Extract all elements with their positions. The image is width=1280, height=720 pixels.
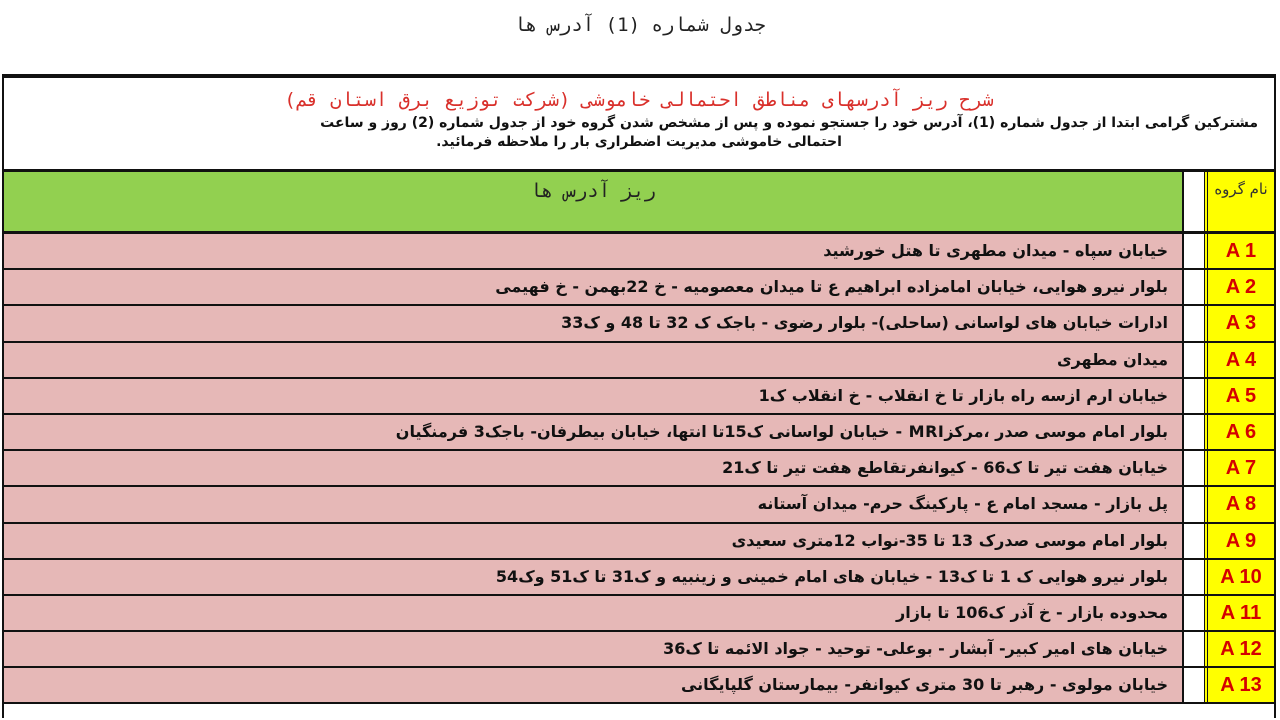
group-name-cell: A 5 bbox=[1204, 379, 1274, 413]
row-spacer bbox=[1182, 379, 1204, 413]
row-spacer bbox=[1182, 234, 1204, 268]
group-name-cell: A 4 bbox=[1204, 343, 1274, 377]
description-title: شرح ریز آدرسهای مناطق احتمالی خاموشی (شرکت توزیع برق استان قم) bbox=[284, 89, 994, 111]
group-name-cell: A 2 bbox=[1204, 270, 1274, 304]
address-cell: بلوار امام موسی صدرک 13 تا 35-نواب 12متری سعیدی bbox=[4, 524, 1182, 558]
group-name-cell: A 9 bbox=[1204, 524, 1274, 558]
row-spacer bbox=[1182, 632, 1204, 666]
group-name-cell: A 10 bbox=[1204, 560, 1274, 594]
table-row bbox=[4, 632, 1274, 668]
address-sheet bbox=[2, 74, 1276, 718]
description-line-2: احتمالی خاموشی مدیریت اضطراری بار را ملاحظه فرمائید. bbox=[436, 134, 842, 150]
address-cell: بلوار امام موسی صدر ،مرکزMRI - خیابان لواسانی ک15تا انتها، خیابان بیطرفان- باجک3 فرمنگیان bbox=[4, 415, 1182, 449]
header-group-name: نام گروه bbox=[1204, 172, 1274, 231]
row-spacer bbox=[1182, 343, 1204, 377]
header-addresses: ریز آدرس ها bbox=[4, 172, 1182, 231]
address-cell: بلوار نیرو هوایی، خیابان امامزاده ابراهیم ع تا میدان معصومیه - خ 22بهمن - خ فهیمی bbox=[4, 270, 1182, 304]
row-spacer bbox=[1182, 668, 1204, 702]
row-spacer bbox=[1182, 560, 1204, 594]
group-name-cell: A 11 bbox=[1204, 596, 1274, 630]
table-row bbox=[4, 270, 1274, 306]
table-row bbox=[4, 379, 1274, 415]
address-cell: خیابان های امیر کبیر- آبشار - بوعلی- توحید - جواد الائمه تا ک36 bbox=[4, 632, 1182, 666]
group-name-cell: A 12 bbox=[1204, 632, 1274, 666]
address-cell: خیابان ارم ازسه راه بازار تا خ انقلاب - خ انقلاب ک1 bbox=[4, 379, 1182, 413]
address-cell: میدان مطهری bbox=[4, 343, 1182, 377]
table-row bbox=[4, 306, 1274, 342]
table-row bbox=[4, 343, 1274, 379]
address-cell: بلوار نیرو هوایی ک 1 تا ک13 - خیابان های امام خمینی و زینبیه و ک31 تا ک51 وک54 bbox=[4, 560, 1182, 594]
row-spacer bbox=[1182, 415, 1204, 449]
address-cell: خیابان سپاه - میدان مطهری تا هتل خورشید bbox=[4, 234, 1182, 268]
address-cell: محدوده بازار - خ آذر ک106 تا بازار bbox=[4, 596, 1182, 630]
group-name-cell: A 1 bbox=[1204, 234, 1274, 268]
row-spacer bbox=[1182, 451, 1204, 485]
table-header bbox=[4, 172, 1274, 234]
table-row bbox=[4, 415, 1274, 451]
table-row bbox=[4, 560, 1274, 596]
group-name-cell: A 7 bbox=[1204, 451, 1274, 485]
table-row bbox=[4, 524, 1274, 560]
group-name-cell: A 6 bbox=[1204, 415, 1274, 449]
group-name-cell: A 13 bbox=[1204, 668, 1274, 702]
row-spacer bbox=[1182, 596, 1204, 630]
row-spacer bbox=[1182, 270, 1204, 304]
address-cell: خیابان مولوی - رهبر تا 30 متری کیوانفر- بیمارستان گلپایگانی bbox=[4, 668, 1182, 702]
page-title: جدول شماره (1) آدرس ها bbox=[514, 14, 766, 36]
description-line-1: مشترکین گرامی ابتدا از جدول شماره (1)، آدرس خود را جستجو نموده و پس از مشخص شدن گروه خود از جدول شماره (2) روز و ساعت bbox=[320, 115, 1258, 131]
address-cell: پل بازار - مسجد امام ع - پارکینگ حرم- میدان آستانه bbox=[4, 487, 1182, 521]
table-row bbox=[4, 451, 1274, 487]
table-row bbox=[4, 596, 1274, 632]
table-row bbox=[4, 668, 1274, 704]
address-cell: ادارات خیابان های لواسانی (ساحلی)- بلوار رضوی - باجک ک 32 تا 48 و ک33 bbox=[4, 306, 1182, 340]
row-spacer bbox=[1182, 487, 1204, 521]
header-spacer bbox=[1182, 172, 1204, 231]
table-row bbox=[4, 234, 1274, 270]
table-body bbox=[4, 234, 1274, 704]
group-name-cell: A 8 bbox=[1204, 487, 1274, 521]
description-block bbox=[4, 78, 1274, 172]
group-name-cell: A 3 bbox=[1204, 306, 1274, 340]
row-spacer bbox=[1182, 306, 1204, 340]
row-spacer bbox=[1182, 524, 1204, 558]
table-row bbox=[4, 487, 1274, 523]
address-cell: خیابان هفت تیر تا ک66 - کیوانفرتقاطع هفت تیر تا ک21 bbox=[4, 451, 1182, 485]
